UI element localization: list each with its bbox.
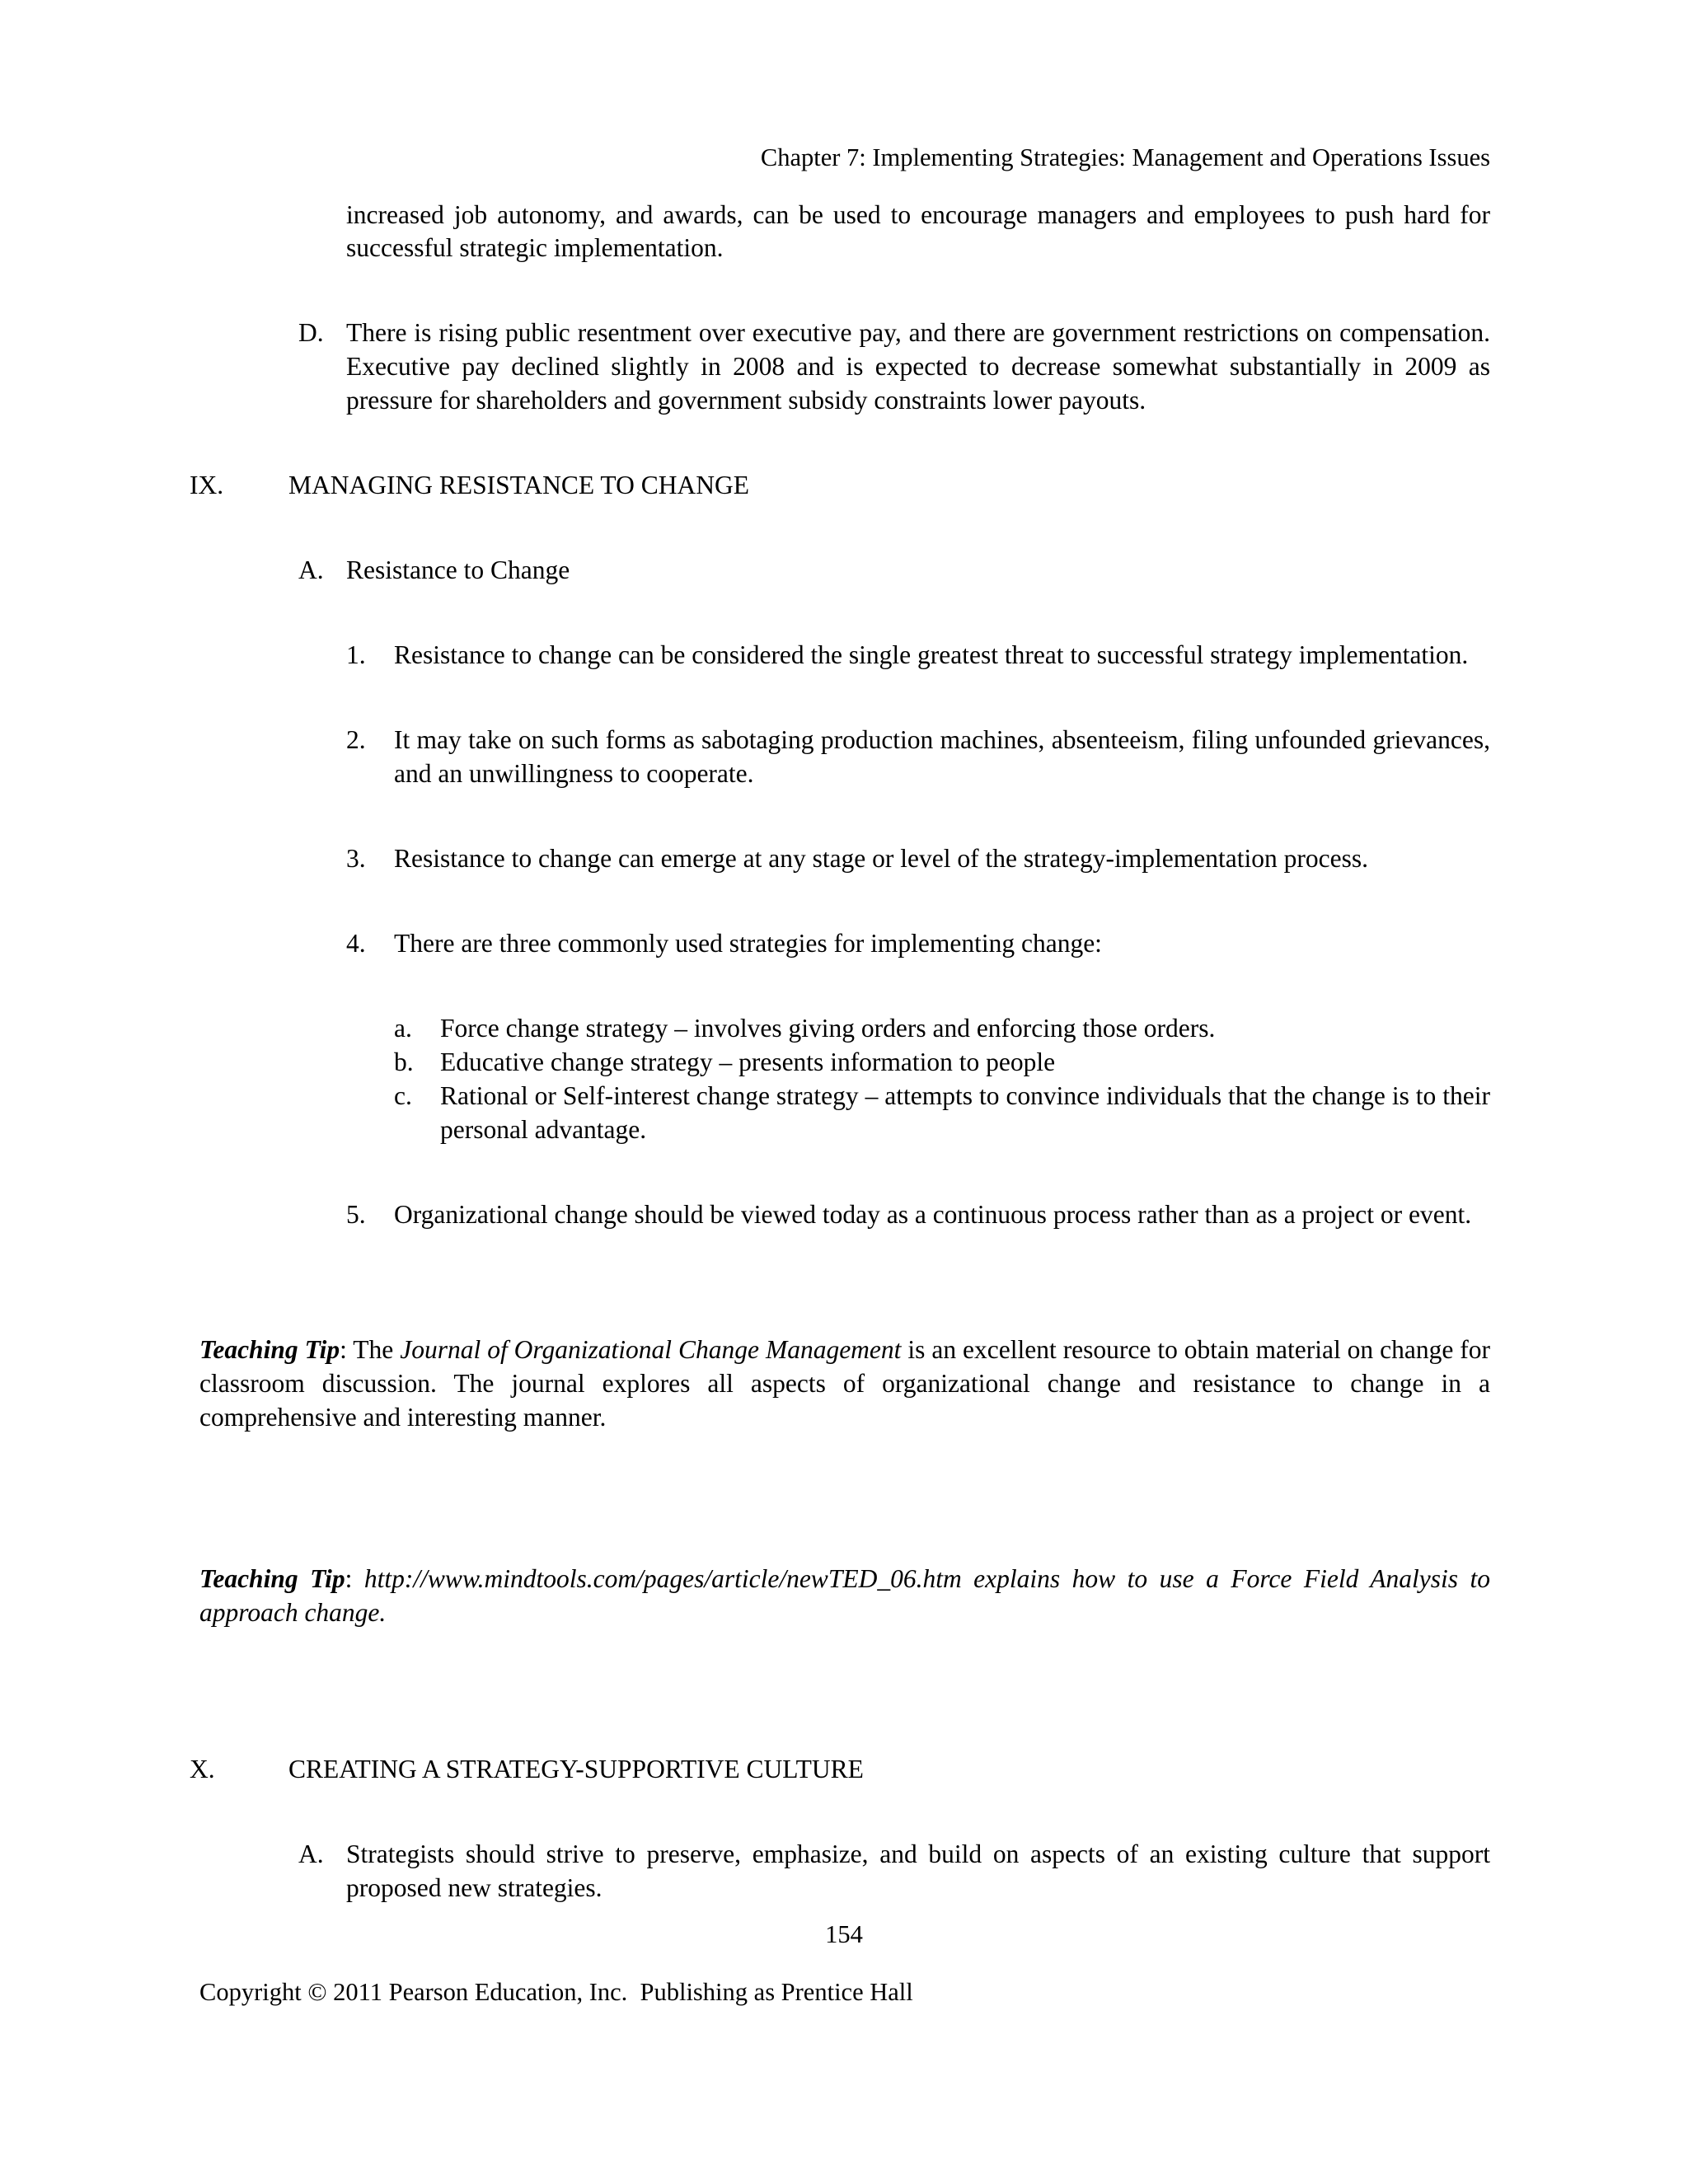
item-marker: c. — [394, 1080, 412, 1110]
item-marker: 4. — [346, 928, 366, 958]
running-head: Chapter 7: Implementing Strategies: Management and Operations Issues — [760, 143, 1490, 171]
teaching-tip-body: http://www.mindtools.com/pages/article/newTED_06.htm explains how to use a Force Field Analysis to approach change. — [199, 1563, 1490, 1627]
teaching-tip-url — [199, 1563, 1490, 1630]
outline-item-4 — [346, 927, 1490, 961]
spacer — [199, 1656, 1490, 1753]
outline-item-5 — [346, 1198, 1490, 1232]
spacer — [199, 1231, 1490, 1307]
section-heading-x — [190, 1753, 1490, 1787]
teaching-tip-separator: : The — [340, 1334, 401, 1364]
item-text: Force change strategy – involves giving orders and enforcing those orders. — [440, 1013, 1216, 1043]
journal-title: Journal of Organizational Change Management — [400, 1334, 902, 1364]
item-marker: 2. — [346, 725, 366, 754]
item-marker: b. — [394, 1047, 414, 1076]
page-content — [190, 0, 1491, 1905]
section-marker: X. — [190, 1755, 215, 1784]
outline-item-2 — [346, 724, 1490, 791]
item-text: Resistance to change can be considered the single greatest threat to successful strategy implementation. — [394, 640, 1469, 670]
teaching-tip-separator: : — [345, 1563, 364, 1593]
spacer — [199, 673, 1490, 724]
lead-paragraph: increased job autonomy, and awards, can be used to encourage managers and employees to push hard for successful strategic implementation. — [346, 199, 1490, 263]
item-marker: a. — [394, 1013, 412, 1043]
teaching-tip-label: Teaching Tip — [199, 1334, 340, 1364]
spacer — [199, 876, 1490, 927]
outline-subitem-b — [394, 1046, 1490, 1080]
outline-item-x-a — [298, 1838, 1490, 1905]
outline-subitem-c — [394, 1080, 1490, 1147]
item-marker: 3. — [346, 843, 366, 873]
spacer — [199, 1147, 1490, 1198]
item-text: It may take on such forms as sabotaging production machines, absenteeism, filing unfounded grievances, and an unwillingness to cooperate. — [394, 725, 1490, 788]
item-marker: 1. — [346, 640, 366, 670]
section-title: CREATING A STRATEGY-SUPPORTIVE CULTURE — [288, 1755, 864, 1784]
item-text: Educative change strategy – presents information to people — [440, 1047, 1056, 1076]
item-text: There are three commonly used strategies for implementing change: — [394, 928, 1102, 958]
item-text: There is rising public resentment over executive pay, and there are government restrictions on compensation. Executive pay declined slightly in 2008 and is expected to decrease somewhat substantially in 2009 as pressure for shareholders and government subsidy constraints lower payouts. — [346, 318, 1490, 415]
teaching-tip-journal — [199, 1333, 1490, 1435]
section-marker: IX. — [190, 471, 224, 500]
spacer — [199, 265, 1490, 316]
spacer — [199, 1460, 1490, 1536]
item-text: Resistance to change can emerge at any stage or level of the strategy-implementation process. — [394, 843, 1368, 873]
item-text: Resistance to Change — [346, 555, 570, 585]
spacer — [199, 961, 1490, 1012]
spacer — [199, 503, 1490, 554]
teaching-tip-label: Teaching Tip — [199, 1563, 345, 1593]
spacer — [199, 791, 1490, 842]
spacer — [199, 1787, 1490, 1838]
spacer — [199, 588, 1490, 639]
outline-item-1 — [346, 639, 1490, 673]
page-number: 154 — [825, 1920, 863, 1948]
teaching-tip-body: is an excellent resource to obtain material on change for classroom discussion. The journal explores all aspects of organizational change and resistance to change in a comprehensive and interesting manner. — [199, 1334, 1491, 1432]
item-marker: 5. — [346, 1199, 366, 1229]
item-text: Organizational change should be viewed today as a continuous process rather than as a project or event. — [394, 1199, 1472, 1229]
section-title: MANAGING RESISTANCE TO CHANGE — [288, 471, 749, 500]
item-marker: A. — [298, 555, 324, 585]
spacer — [199, 418, 1490, 469]
copyright-notice: Copyright © 2011 Pearson Education, Inc. Publishing as Prentice Hall — [199, 1978, 913, 2006]
item-marker: A. — [298, 1840, 324, 1869]
item-text: Strategists should strive to preserve, emphasize, and build on aspects of an existing culture that support proposed new strategies. — [346, 1840, 1490, 1902]
outline-item-3 — [346, 842, 1490, 876]
item-marker: D. — [298, 318, 324, 348]
section-heading-ix — [190, 469, 1490, 503]
item-text: Rational or Self-interest change strategy – attempts to convince individuals that the change is to their personal advantage. — [440, 1080, 1490, 1144]
outline-item-ix-a — [298, 554, 1490, 588]
outline-subitem-a — [394, 1012, 1490, 1046]
outline-item-d — [298, 316, 1490, 418]
